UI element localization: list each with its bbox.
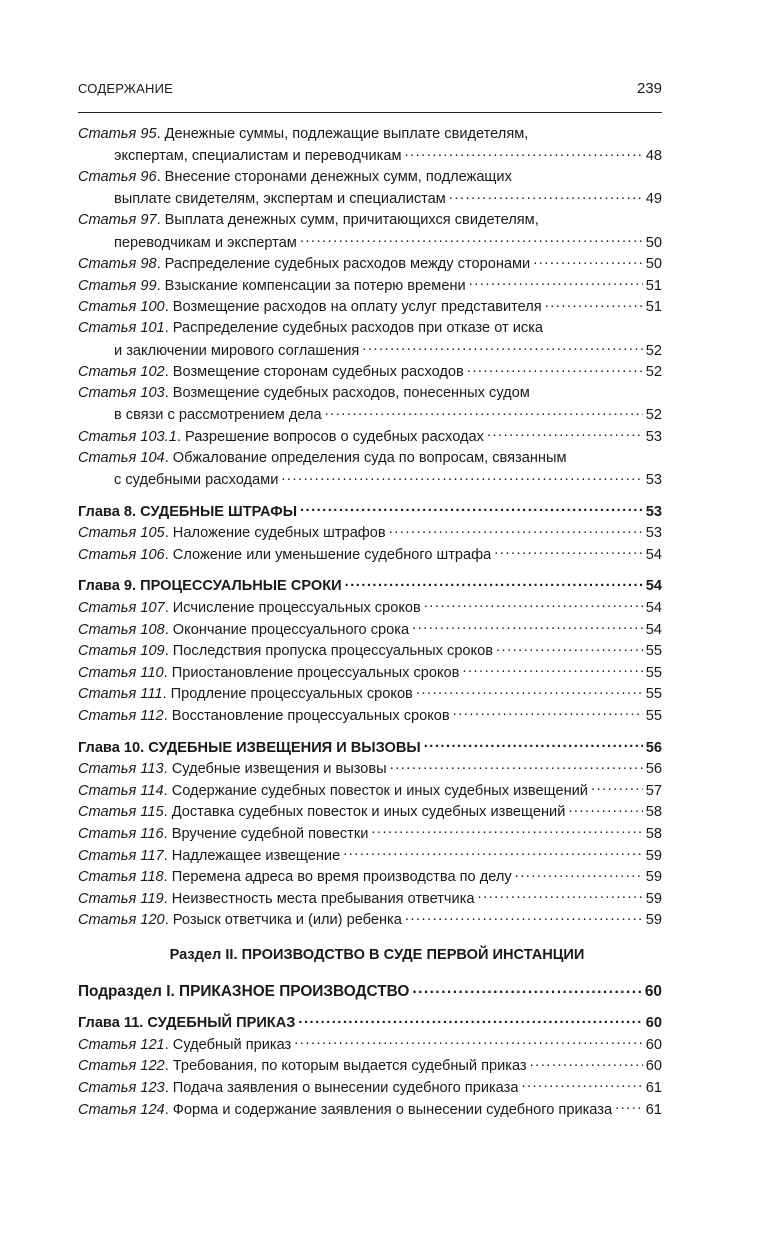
entry-page-number: 53 xyxy=(645,525,662,542)
entry-page-number: 58 xyxy=(645,804,662,821)
dot-leader xyxy=(568,802,642,817)
toc-entry-continuation[interactable] xyxy=(78,232,662,254)
article-title: . Продление процессуальных сроков xyxy=(162,686,413,703)
toc-article-entry[interactable] xyxy=(78,1034,662,1056)
entry-title xyxy=(78,706,450,728)
spacer xyxy=(78,727,662,737)
toc-entry-continuation[interactable] xyxy=(78,189,662,211)
toc-article-entry[interactable] xyxy=(78,362,662,384)
article-title: . Форма и содержание заявления о вынесении судебного приказа xyxy=(164,1101,613,1118)
entry-page-number: 53 xyxy=(645,472,662,489)
article-title: . Неизвестность места пребывания ответчика xyxy=(163,890,475,907)
entry-title xyxy=(78,276,466,298)
article-title: . Денежные суммы, подлежащие выплате свидетелям, xyxy=(156,126,529,142)
dot-leader xyxy=(390,759,643,774)
toc-article-entry[interactable] xyxy=(78,888,662,910)
article-title: . Приостановление процессуальных сроков xyxy=(163,664,460,681)
entry-page-number: 59 xyxy=(645,890,662,907)
entry-title xyxy=(78,545,491,567)
dot-leader xyxy=(462,662,642,677)
dot-leader xyxy=(530,1056,643,1071)
spacer xyxy=(78,491,662,501)
entry-page-number: 60 xyxy=(645,1058,662,1075)
article-number: Статья 104 xyxy=(78,449,165,466)
dot-leader xyxy=(424,737,643,752)
article-number: Статья 124 xyxy=(78,1101,165,1118)
dot-leader xyxy=(496,641,643,656)
dot-leader xyxy=(362,340,642,355)
page-header xyxy=(78,80,662,97)
dot-leader xyxy=(478,888,643,903)
entry-title xyxy=(78,620,409,642)
dot-leader xyxy=(449,189,643,204)
toc-article-entry[interactable] xyxy=(78,780,662,802)
article-number: Статья 101 xyxy=(78,320,165,337)
toc-article-entry[interactable] xyxy=(78,426,662,448)
spacer xyxy=(78,1003,662,1013)
toc-chapter-entry[interactable] xyxy=(78,737,662,759)
toc-article-entry[interactable] xyxy=(78,318,662,340)
toc-article-entry[interactable] xyxy=(78,297,662,319)
entry-page-number: 53 xyxy=(645,428,662,445)
article-number: Статья 122 xyxy=(78,1058,165,1075)
entry-page-number: 54 xyxy=(645,600,662,617)
dot-leader xyxy=(389,523,643,538)
article-number: Статья 107 xyxy=(78,600,165,617)
entry-page-number: 50 xyxy=(645,256,662,273)
toc-article-entry[interactable] xyxy=(78,210,662,232)
entry-title xyxy=(78,663,459,685)
article-number: Статья 98 xyxy=(78,256,157,273)
article-number: Статья 116 xyxy=(78,826,164,842)
entry-page-number: 52 xyxy=(645,342,662,359)
toc-article-entry[interactable] xyxy=(78,275,662,297)
article-title: . Восстановление процессуальных сроков xyxy=(163,708,450,725)
entry-page-number: 60 xyxy=(644,983,662,1001)
article-number: Статья 111 xyxy=(78,686,163,703)
entry-title xyxy=(78,1035,291,1057)
dot-leader xyxy=(467,362,643,377)
article-number: Статья 120 xyxy=(78,912,165,929)
article-title: . Исчисление процессуальных сроков xyxy=(164,600,421,617)
entry-title xyxy=(78,124,528,146)
entry-title xyxy=(78,910,402,932)
entry-title xyxy=(78,889,475,911)
toc-subsection-entry[interactable] xyxy=(78,981,662,1003)
entry-title xyxy=(78,448,567,470)
toc-article-entry[interactable] xyxy=(78,619,662,641)
entry-title xyxy=(78,846,340,868)
article-title: . Розыск ответчика и (или) ребенка xyxy=(164,912,402,929)
dot-leader xyxy=(300,501,643,516)
entry-title xyxy=(78,523,386,545)
article-title: . Внесение сторонами денежных сумм, подлежащих xyxy=(156,169,512,186)
toc-article-entry[interactable] xyxy=(78,802,662,824)
article-title: . Обжалование определения суда по вопросам, связанным xyxy=(164,449,567,466)
section-heading: Раздел II. ПРОИЗВОДСТВО В СУДЕ ПЕРВОЙ ИНСТАНЦИИ xyxy=(169,947,585,964)
entry-page-number: 54 xyxy=(645,578,662,595)
entry-title: выплате свидетелям, экспертам и специалистам xyxy=(114,191,446,208)
toc-article-entry[interactable] xyxy=(78,845,662,867)
toc-article-entry[interactable] xyxy=(78,1056,662,1078)
article-title: . Возмещение расходов на оплату услуг представителя xyxy=(164,299,542,316)
entry-title: Глава 10. СУДЕБНЫЕ ИЗВЕЩЕНИЯ И ВЫЗОВЫ xyxy=(78,739,421,756)
entry-page-number: 59 xyxy=(645,912,662,929)
entry-title xyxy=(78,210,539,232)
entry-page-number: 53 xyxy=(645,503,662,520)
article-number: Статья 95 xyxy=(78,126,157,142)
spacer xyxy=(78,566,662,576)
entry-title xyxy=(78,362,464,384)
running-title: СОДЕРЖАНИЕ xyxy=(78,81,174,96)
entry-page-number: 56 xyxy=(645,739,662,756)
dot-leader xyxy=(533,254,643,269)
article-title: . Судебные извещения и вызовы xyxy=(163,761,387,778)
article-number: Статья 119 xyxy=(78,890,164,907)
article-title: . Сложение или уменьшение судебного штрафа xyxy=(164,546,492,563)
toc-entry-continuation[interactable] xyxy=(78,146,662,168)
article-title: . Распределение судебных расходов между сторонами xyxy=(156,256,531,273)
toc-chapter-entry[interactable] xyxy=(78,576,662,598)
article-number: Статья 99 xyxy=(78,277,157,294)
dot-leader xyxy=(615,1099,643,1114)
entry-page-number: 55 xyxy=(645,708,662,725)
article-number: Статья 103.1 xyxy=(78,428,177,445)
article-title: . Вручение судебной повестки xyxy=(163,826,369,842)
article-number: Статья 110 xyxy=(78,664,164,681)
entry-page-number: 59 xyxy=(645,847,662,864)
article-number: Статья 96 xyxy=(78,169,157,186)
dot-leader xyxy=(294,1034,643,1049)
dot-leader xyxy=(371,823,642,838)
entry-page-number: 52 xyxy=(645,407,662,424)
toc-article-entry[interactable] xyxy=(78,167,662,189)
toc-article-entry[interactable] xyxy=(78,641,662,663)
entry-title: экспертам, специалистам и переводчикам xyxy=(114,148,402,165)
dot-leader xyxy=(515,867,643,882)
toc-chapter-entry[interactable] xyxy=(78,1013,662,1035)
entry-page-number: 51 xyxy=(645,277,662,294)
entry-page-number: 54 xyxy=(645,621,662,638)
entry-title: Глава 11. СУДЕБНЫЙ ПРИКАЗ xyxy=(78,1015,296,1032)
dot-leader xyxy=(469,275,643,290)
dot-leader xyxy=(453,705,643,720)
toc-article-entry[interactable] xyxy=(78,910,662,932)
toc-article-entry[interactable] xyxy=(78,544,662,566)
article-number: Статья 97 xyxy=(78,212,157,229)
entry-title: Подраздел I. ПРИКАЗНОЕ ПРОИЗВОДСТВО xyxy=(78,983,410,1001)
article-title: . Подача заявления о вынесении судебного приказа xyxy=(164,1079,519,1096)
dot-leader xyxy=(416,684,643,699)
article-title: . Выплата денежных сумм, причитающихся свидетелям, xyxy=(156,212,539,229)
toc-entry-continuation[interactable] xyxy=(78,405,662,427)
entry-page-number: 55 xyxy=(645,664,662,681)
entry-title xyxy=(78,598,421,620)
article-title: . Содержание судебных повесток и иных судебных извещений xyxy=(163,782,588,799)
dot-leader xyxy=(487,426,643,441)
dot-leader xyxy=(424,597,643,612)
toc-article-entry[interactable] xyxy=(78,705,662,727)
entry-title xyxy=(78,1056,527,1078)
dot-leader xyxy=(545,297,643,312)
entry-title xyxy=(78,254,530,276)
dot-leader xyxy=(300,232,643,247)
article-number: Статья 109 xyxy=(78,643,165,660)
entry-title xyxy=(78,641,493,663)
entry-title: Глава 9. ПРОЦЕССУАЛЬНЫЕ СРОКИ xyxy=(78,578,342,595)
entry-page-number: 48 xyxy=(645,148,662,165)
entry-title xyxy=(78,802,565,824)
article-title: . Последствия пропуска процессуальных сроков xyxy=(164,643,493,660)
entry-title xyxy=(78,867,512,889)
entry-page-number: 49 xyxy=(645,191,662,208)
toc-article-entry[interactable] xyxy=(78,1099,662,1121)
entry-title: Глава 8. СУДЕБНЫЕ ШТРАФЫ xyxy=(78,503,297,520)
header-divider xyxy=(78,112,662,113)
article-title: . Перемена адреса во время производства по делу xyxy=(163,869,512,886)
article-title: . Возмещение судебных расходов, понесенных судом xyxy=(164,385,530,402)
article-number: Статья 108 xyxy=(78,621,165,638)
toc-article-entry[interactable] xyxy=(78,448,662,470)
dot-leader xyxy=(412,981,642,996)
article-title: . Судебный приказ xyxy=(164,1036,292,1053)
entry-title xyxy=(78,167,512,189)
entry-title: переводчикам и экспертам xyxy=(114,234,297,251)
article-title: . Надлежащее извещение xyxy=(163,847,341,864)
article-number: Статья 106 xyxy=(78,546,165,563)
article-number: Статья 103 xyxy=(78,385,165,402)
article-number: Статья 102 xyxy=(78,364,165,381)
toc-article-entry[interactable] xyxy=(78,684,662,706)
entry-page-number: 56 xyxy=(645,761,662,778)
entry-page-number: 60 xyxy=(645,1036,662,1053)
toc-article-entry[interactable] xyxy=(78,597,662,619)
entry-title: в связи с рассмотрением дела xyxy=(114,407,322,424)
toc-article-entry[interactable] xyxy=(78,124,662,146)
entry-page-number: 60 xyxy=(645,1015,662,1032)
dot-leader xyxy=(325,405,643,420)
toc-article-entry[interactable] xyxy=(78,523,662,545)
article-number: Статья 117 xyxy=(78,847,164,864)
entry-page-number: 54 xyxy=(645,546,662,563)
entry-page-number: 58 xyxy=(645,826,662,842)
toc-article-entry[interactable] xyxy=(78,867,662,889)
table-of-contents xyxy=(78,124,662,1121)
article-number: Статья 105 xyxy=(78,525,165,542)
entry-page-number: 55 xyxy=(645,686,662,703)
article-number: Статья 123 xyxy=(78,1079,165,1096)
toc-entry-continuation[interactable] xyxy=(78,470,662,492)
entry-page-number: 50 xyxy=(645,234,662,251)
dot-leader xyxy=(494,544,642,559)
article-number: Статья 100 xyxy=(78,299,165,316)
toc-article-entry[interactable] xyxy=(78,1077,662,1099)
entry-page-number: 61 xyxy=(645,1101,662,1118)
article-number: Статья 118 xyxy=(78,869,164,886)
entry-title xyxy=(78,824,368,846)
article-title: . Требования, по которым выдается судебный приказ xyxy=(164,1058,527,1075)
spacer xyxy=(78,931,662,945)
article-title: . Взыскание компенсации за потерю времени xyxy=(156,277,466,294)
dot-leader xyxy=(405,146,643,161)
article-number: Статья 121 xyxy=(78,1036,165,1053)
toc-article-entry[interactable] xyxy=(78,759,662,781)
toc-article-entry[interactable] xyxy=(78,823,662,845)
dot-leader xyxy=(343,845,643,860)
entry-title: и заключении мирового соглашения xyxy=(114,342,360,359)
entry-title xyxy=(78,1078,518,1100)
article-number: Статья 114 xyxy=(78,782,164,799)
entry-title xyxy=(78,781,588,803)
toc-entry-continuation[interactable] xyxy=(78,340,662,362)
article-title: . Распределение судебных расходов при отказе от иска xyxy=(164,320,544,337)
article-title: . Возмещение сторонам судебных расходов xyxy=(164,364,464,381)
article-title: . Доставка судебных повесток и иных судебных извещений xyxy=(163,804,566,821)
entry-page-number: 55 xyxy=(645,643,662,660)
article-number: Статья 112 xyxy=(78,708,164,725)
entry-page-number: 61 xyxy=(645,1079,662,1096)
entry-title xyxy=(78,383,530,405)
entry-title xyxy=(78,427,484,449)
entry-title xyxy=(78,1100,612,1122)
entry-title xyxy=(78,297,542,319)
toc-article-entry[interactable] xyxy=(78,662,662,684)
page-number: 239 xyxy=(636,80,662,97)
entry-page-number: 59 xyxy=(645,869,662,886)
article-number: Статья 115 xyxy=(78,804,164,821)
entry-title xyxy=(78,318,543,340)
spacer xyxy=(78,967,662,981)
dot-leader xyxy=(298,1013,642,1028)
entry-page-number: 57 xyxy=(645,782,662,799)
dot-leader xyxy=(412,619,643,634)
dot-leader xyxy=(405,910,643,925)
entry-page-number: 52 xyxy=(645,364,662,381)
dot-leader xyxy=(591,780,643,795)
entry-title xyxy=(78,759,387,781)
dot-leader xyxy=(521,1077,642,1092)
entry-title xyxy=(78,684,413,706)
toc-chapter-entry[interactable] xyxy=(78,501,662,523)
entry-page-number: 51 xyxy=(645,299,662,316)
article-title: . Разрешение вопросов о судебных расходах xyxy=(176,428,484,445)
article-number: Статья 113 xyxy=(78,761,164,778)
entry-title: с судебными расходами xyxy=(114,472,279,489)
toc-article-entry[interactable] xyxy=(78,383,662,405)
toc-article-entry[interactable] xyxy=(78,254,662,276)
dot-leader xyxy=(281,470,642,485)
dot-leader xyxy=(345,576,643,591)
article-title: . Наложение судебных штрафов xyxy=(164,525,386,542)
article-title: . Окончание процессуального срока xyxy=(164,621,410,638)
